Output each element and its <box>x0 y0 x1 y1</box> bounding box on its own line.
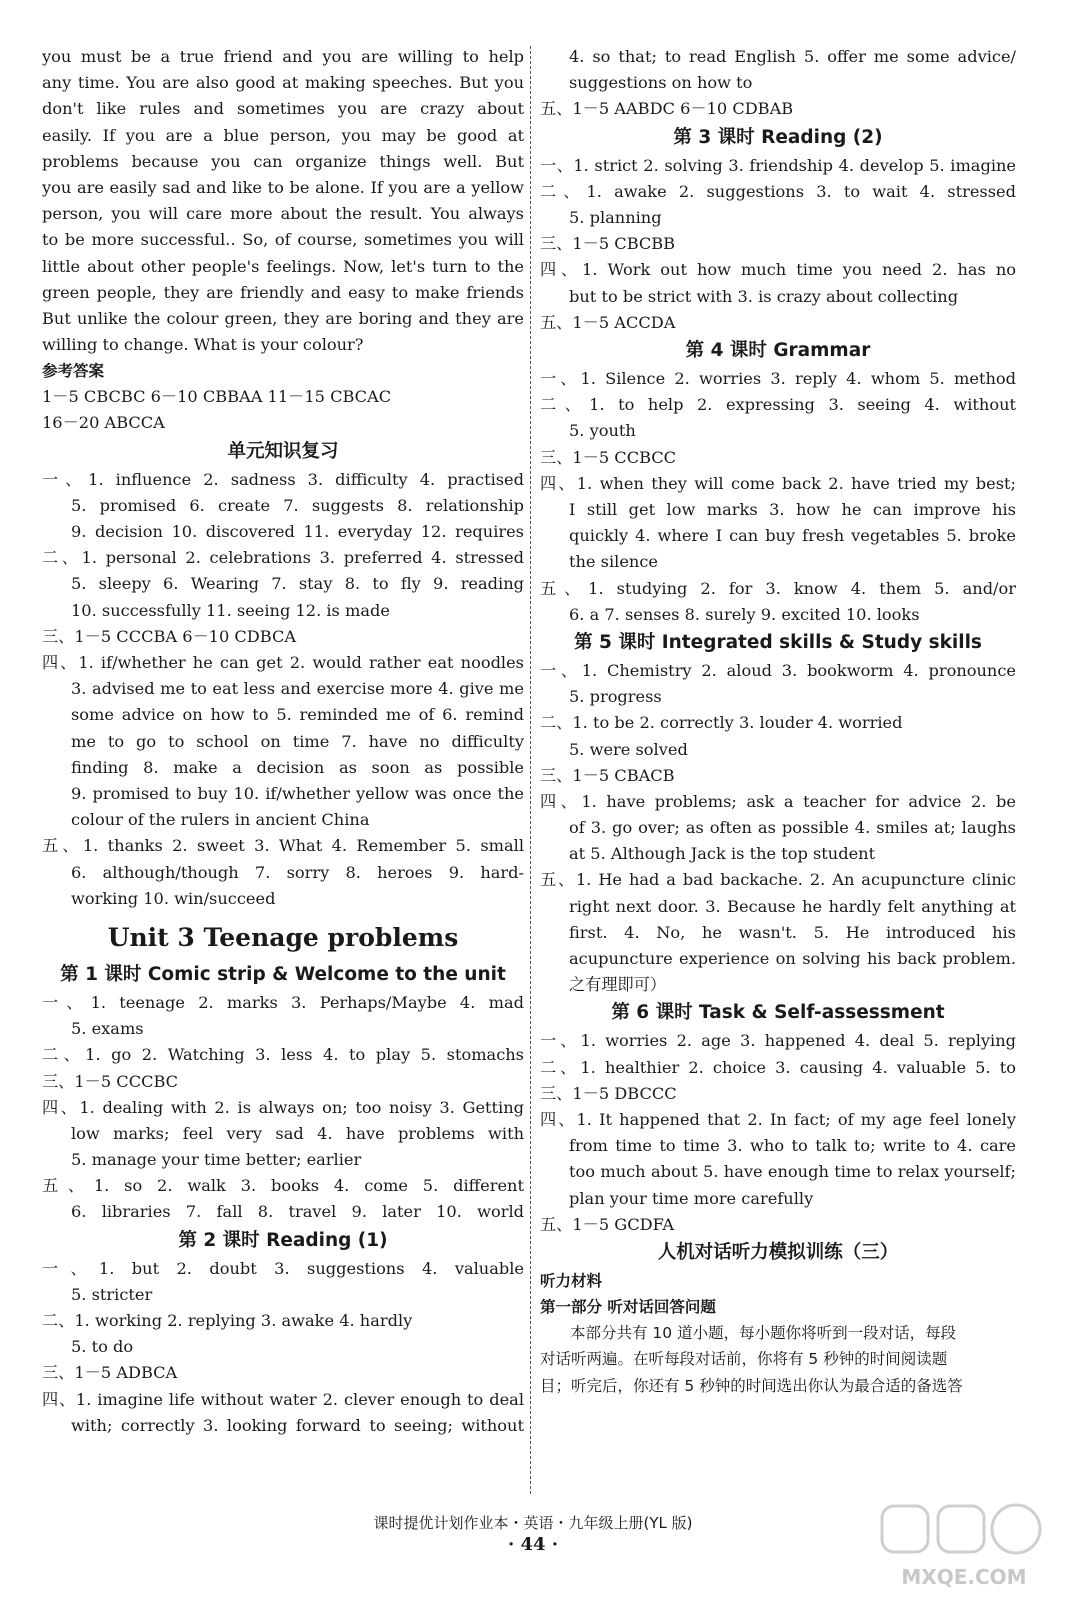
text-line-4-so-that: 4. so that; to read English 5. offer me some advice/ <box>569 47 1016 66</box>
text-line-person-you-will: person, you will care more about the result. You always <box>42 204 524 224</box>
text-line-6-libraries-7: 6. libraries 7. fall 8. travel 9. later 10. world <box>71 1202 524 1222</box>
column-divider <box>530 46 531 1494</box>
text-line-but-to-be: but to be strict with 3. is crazy about collecting <box>569 286 959 306</box>
text-line-1-chemistry-2: 一、1. Chemistry 2. aloud 3. bookworm 4. pronounce <box>540 660 1016 680</box>
text-line-5-progress: 5. progress <box>569 687 662 707</box>
text-line-1-5-ccbcc: 三、1－5 CCBCC <box>540 447 677 467</box>
text-line-green-people-they: green people, they are friendly and easy to make friends <box>42 282 524 302</box>
text-line-at-5-although: at 5. Although Jack is the top student <box>569 844 876 864</box>
text-line-suggestions-on-how: suggestions on how to <box>569 73 753 93</box>
text-line-1-to-be: 二、1. to be 2. correctly 3. louder 4. worried <box>540 713 903 733</box>
text-line-1-have-problems: 四、1. have problems; ask a teacher for advice 2. be <box>540 791 1016 811</box>
text-line-1-to-help: 二、1. to help 2. expressing 3. seeing 4. without <box>540 395 1016 415</box>
text-line-1-it-happened: 四、1. It happened that 2. In fact; of my age feel lonely <box>540 1110 1016 1130</box>
text-line-5-sleepy-6: 5. sleepy 6. Wearing 7. stay 8. to fly 9. reading <box>71 574 524 594</box>
watermark-text: MXQE.COM <box>901 1565 1027 1589</box>
text-line-5-manage-your: 5. manage your time better; earlier <box>71 1150 362 1170</box>
text-line-right-next-door: right next door. 3. Because he hardly felt anything at <box>569 896 1016 916</box>
text-line-1-working-2: 二、1. working 2. replying 3. awake 4. hardly <box>42 1311 413 1331</box>
text-line-5-promised-6: 5. promised 6. create 7. suggests 8. relationship <box>71 495 524 515</box>
text-line-with-correctly-3: with; correctly 3. looking forward to seeing; without <box>71 1415 524 1435</box>
text-line-1-5-accda: 五、1－5 ACCDA <box>540 312 676 332</box>
text-line-1-5-cbcbc: 1－5 CBCBC 6－10 CBBAA 11－15 CBCAC <box>42 387 392 407</box>
text-line-problems-because-you: problems because you can organize things well. But <box>42 151 524 171</box>
text-line-acupuncture-experience-on: acupuncture experience on solving his back problem. <box>569 949 1016 969</box>
text-line-1-5-cccbc: 三、1－5 CCCBC <box>42 1071 179 1091</box>
text-line-1-worries-2: 一、1. worries 2. age 3. happened 4. deal 5. replying <box>540 1031 1016 1051</box>
text-line-1-he-had: 五、1. He had a bad backache. 2. An acupuncture clinic <box>540 870 1016 890</box>
text-line-5-to-do: 5. to do <box>71 1337 134 1357</box>
text-line-from-time-to: from time to time 3. who to talk to; write to 4. care <box>569 1136 1016 1156</box>
text-line-10-successfully-11: 10. successfully 11. seeing 12. is made <box>71 600 390 620</box>
section-heading-6-task-self: 第 6 课时 Task & Self-assessment <box>611 1002 945 1024</box>
section-heading-4-grammar: 第 4 课时 Grammar <box>685 339 871 361</box>
text-line-1-so-2: 五、1. so 2. walk 3. books 4. come 5. different <box>42 1176 524 1196</box>
text-line-1-5-aabdc: 五、1－5 AABDC 6－10 CDBAB <box>540 99 794 119</box>
text-line-me-to-go: me to go to school on time 7. have no difficulty <box>71 731 524 751</box>
text-line-5-exams: 5. exams <box>71 1019 144 1039</box>
text-line-9-promised-to: 9. promised to buy 10. if/whether yellow was once the <box>71 783 524 803</box>
paragraph-line-5: 对话听两遍。在听每段对话前，你将有 5 秒钟的时间阅读题 <box>540 1350 948 1369</box>
text-line-1-5-adbca: 三、1－5 ADBCA <box>42 1363 178 1383</box>
text-line-1-but-2: 一、1. but 2. doubt 3. suggestions 4. valuable <box>42 1258 524 1278</box>
text-line-too-much-about: too much about 5. have enough time to relax yourself; <box>569 1162 1016 1182</box>
text-line-plan-your-time: plan your time more carefully <box>569 1188 814 1208</box>
paragraph-line-10: 本部分共有 10 道小题，每小题你将听到一段对话，每段 <box>570 1323 957 1342</box>
subheading-cn: 第一部分 听对话回答问题 <box>540 1297 716 1316</box>
text-line-i-still-get: I still get low marks 3. how he can improve his <box>569 499 1016 519</box>
text-line-1-work-out: 四、1. Work out how much time you need 2. has no <box>540 260 1016 280</box>
paragraph-line-5: 目；听完后，你还有 5 秒钟的时间选出你认为最合适的备选答 <box>540 1376 963 1395</box>
section-heading-3-reading-2: 第 3 课时 Reading (2) <box>673 126 883 148</box>
subheading-cn: 听力材料 <box>540 1271 603 1290</box>
text-line-willing-to-change: willing to change. What is your colour? <box>42 335 364 355</box>
text-line-1-personal-2: 二、1. personal 2. celebrations 3. preferred 4. stressed <box>42 548 524 568</box>
text-line-1-5-gcdfa: 五、1－5 GCDFA <box>540 1214 675 1234</box>
text-line-1-influence-2: 一、1. influence 2. sadness 3. difficulty 4. practised <box>42 469 524 489</box>
text-line-1-5-cbcbb: 三、1－5 CBCBB <box>540 234 676 254</box>
text-line-1-teenage-2: 一、1. teenage 2. marks 3. Perhaps/Maybe 4. mad <box>42 992 524 1012</box>
text-line-low-marks-feel: low marks; feel very sad 4. have problems with <box>71 1123 524 1143</box>
text-line-colour-of-the: colour of the rulers in ancient China <box>71 810 370 830</box>
text-line-1-healthier-2: 二、1. healthier 2. choice 3. causing 4. valuable 5. to <box>540 1057 1016 1077</box>
unit-title-unit-3-teenage: Unit 3 Teenage problems <box>107 922 459 952</box>
left-column <box>42 44 524 1439</box>
text-line-any-time-you: any time. You are also good at making speeches. But you <box>42 73 524 93</box>
page-number: · 44 · <box>507 1534 559 1555</box>
text-line-cn: 之有理即可） <box>569 975 667 995</box>
text-line-you-are-easily: you are easily sad and like to be alone. If you are a yellow <box>42 177 524 197</box>
section-heading-2-reading-1: 第 2 课时 Reading (1) <box>178 1229 388 1251</box>
section-heading-5-integrated-skills: 第 5 课时 Integrated skills & Study skills <box>574 631 982 653</box>
section-heading-1-comic-strip: 第 1 课时 Comic strip & Welcome to the unit <box>60 963 506 985</box>
page-footer: 课时提优计划作业本・英语・九年级上册(YL 版) <box>373 1514 693 1532</box>
text-line-1-silence-2: 一、1. Silence 2. worries 3. reply 4. whom 5. method <box>540 368 1016 388</box>
text-line-1-go-2: 二、1. go 2. Watching 3. less 4. to play 5. stomachs <box>42 1045 524 1065</box>
subheading-cn: 参考答案 <box>42 362 105 381</box>
text-line-6-a-7: 6. a 7. senses 8. surely 9. excited 10. looks <box>569 604 920 624</box>
text-line-5-youth: 5. youth <box>569 421 636 441</box>
section-heading-cn: 单元知识复习 <box>227 440 339 462</box>
section-heading-cn: 人机对话听力模拟训练（三） <box>657 1241 899 1263</box>
text-line-16-20-abcca: 16－20 ABCCA <box>42 413 165 433</box>
text-line-1-5-cccba: 三、1－5 CCCBA 6－10 CDBCA <box>42 626 297 646</box>
text-line-1-if-whether: 四、1. if/whether he can get 2. would rather eat noodles <box>42 653 524 673</box>
text-line-1-studying-2: 五、1. studying 2. for 3. know 4. them 5. and/or <box>540 578 1016 598</box>
text-line-5-planning: 5. planning <box>569 207 662 227</box>
text-line-3-advised-me: 3. advised me to eat less and exercise more 4. give me <box>71 679 524 699</box>
text-line-easily-if-you: easily. If you are a blue person, you may be good at <box>42 125 524 145</box>
text-line-5-stricter: 5. stricter <box>71 1284 153 1304</box>
text-line-some-advice-on: some advice on how to 5. reminded me of 6. remind <box>71 705 524 725</box>
text-line-1-when-they: 四、1. when they will come back 2. have tried my best; <box>540 473 1016 493</box>
text-line-1-strict-2: 一、1. strict 2. solving 3. friendship 4. develop 5. imagine <box>540 155 1016 175</box>
text-line-but-unlike-the: But unlike the colour green, they are boring and they are <box>42 308 524 328</box>
text-line-you-must-be: you must be a true friend and you are willing to help <box>42 47 524 66</box>
text-line-1-thanks-2: 五、1. thanks 2. sweet 3. What 4. Remember 5. small <box>42 836 524 856</box>
text-line-1-awake-2: 二、1. awake 2. suggestions 3. to wait 4. stressed <box>540 181 1016 201</box>
text-line-finding-8-make: finding 8. make a decision as soon as possible <box>71 757 524 777</box>
text-line-9-decision-10: 9. decision 10. discovered 11. everyday 12. requires <box>71 522 524 542</box>
text-line-quickly-4-where: quickly 4. where I can buy fresh vegetables 5. broke <box>569 526 1016 546</box>
right-column <box>540 44 1016 1399</box>
text-line-first-4-no: first. 4. No, he wasn't. 5. He introduced his <box>569 922 1016 942</box>
text-line-6-although-though: 6. although/though 7. sorry 8. heroes 9. hard- <box>71 862 524 882</box>
text-line-to-be-more: to be more successful.. So, of course, sometimes you will <box>42 230 524 250</box>
text-line-the-silence: the silence <box>569 552 658 572</box>
text-line-1-dealing-with: 四、1. dealing with 2. is always on; too noisy 3. Getting <box>42 1097 524 1117</box>
text-line-working-10-win: working 10. win/succeed <box>71 888 276 908</box>
text-line-1-5-dbccc: 三、1－5 DBCCC <box>540 1083 677 1103</box>
text-line-of-3-go: of 3. go over; as often as possible 4. smiles at; laughs <box>569 818 1016 838</box>
text-line-little-about-other: little about other people's feelings. Now, let's turn to the <box>42 256 524 276</box>
watermark-logo-icon <box>874 1500 1054 1592</box>
text-line-5-were-solved: 5. were solved <box>569 739 688 759</box>
text-line-don-t-like: don't like rules and sometimes you are crazy about <box>42 99 524 119</box>
text-line-1-imagine-life: 四、1. imagine life without water 2. clever enough to deal <box>42 1389 524 1409</box>
text-line-1-5-cbacb: 三、1－5 CBACB <box>540 765 675 785</box>
